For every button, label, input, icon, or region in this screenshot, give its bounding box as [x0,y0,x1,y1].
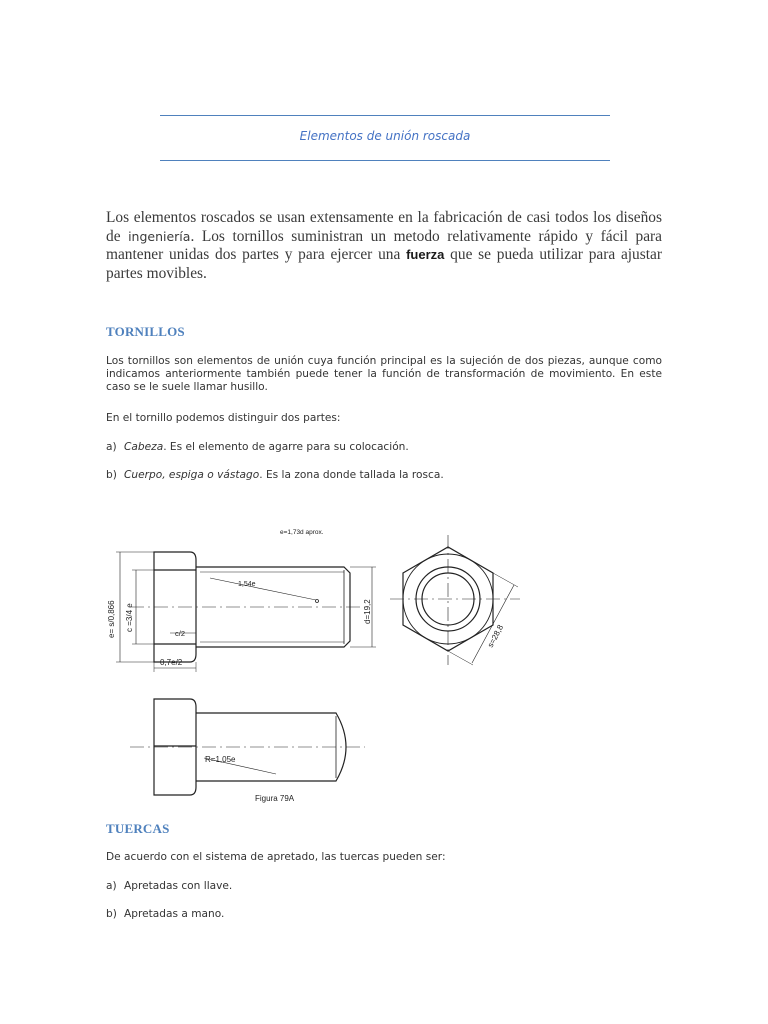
dim-c-label: c =3/4 e [125,603,134,632]
intro-text-2: . Los tornillos suministran un metodo relativamente rápido y fácil para mantener unidas dos partes y para ejercer una [106,227,662,263]
intro-link-fuerza[interactable]: fuerza [406,247,445,262]
dim-r-label: R=1,05e [205,755,236,764]
intro-link-ingenieria[interactable]: ingeniería [128,228,191,244]
dim-154-label: 1,54e [238,581,256,588]
header-rule-top [160,115,610,116]
heading-tuercas: TUERCAS [106,821,170,836]
list-marker: a) [106,441,117,453]
list-item-mano [106,908,224,920]
list-item-cabeza [106,441,409,453]
list-marker: a) [106,880,117,892]
dim-e-label: e= s/0,866 [107,600,116,638]
list-marker: b) [106,908,117,920]
list-item-llave [106,880,232,892]
bolt-technical-drawing [100,520,540,810]
dim-d-label: d=19,2 [363,599,372,624]
header-rule-bottom [160,160,610,161]
list-item-cuerpo [106,469,444,481]
list-marker: b) [106,469,117,481]
list-text: . Es la zona donde tallada la rosca. [259,469,444,481]
tuercas-paragraph-1: De acuerdo con el sistema de apretado, las tuercas pueden ser: [106,851,446,863]
list-term: Cabeza [124,441,164,453]
figure-caption: Figura 79A [255,794,295,803]
list-text: . Es el elemento de agarre para su colocación. [163,441,409,453]
tornillos-paragraph-1: Los tornillos son elementos de unión cuya función principal es la sujeción de dos piezas, aunque como indicamos anteriormente también puede tener la función de transformación de movimiento. En este caso se le suele llamar husillo. [106,355,662,394]
dim-c2-label: c/2 [175,629,186,638]
list-text: Apretadas a mano. [124,908,225,920]
dim-s-label: s=28,8 [485,623,506,649]
figure-top-note: e=1,73d aprox. [280,529,324,536]
list-term: Cuerpo, espiga o vástago [124,469,260,481]
list-text: Apretadas con llave. [124,880,233,892]
intro-text-1: Los elementos roscados se usan extensamente en la fabricación de casi todos los diseños de [106,209,662,245]
dim-07-label: 0,7e/2 [160,658,183,667]
heading-tornillos: TORNILLOS [106,324,185,339]
intro-paragraph [106,209,662,283]
intro-text-3: que se pueda utilizar para ajustar partes movibles. [106,246,662,282]
tornillos-paragraph-2: En el tornillo podemos distinguir dos partes: [106,412,341,424]
document-title: Elementos de unión roscada [299,129,471,143]
